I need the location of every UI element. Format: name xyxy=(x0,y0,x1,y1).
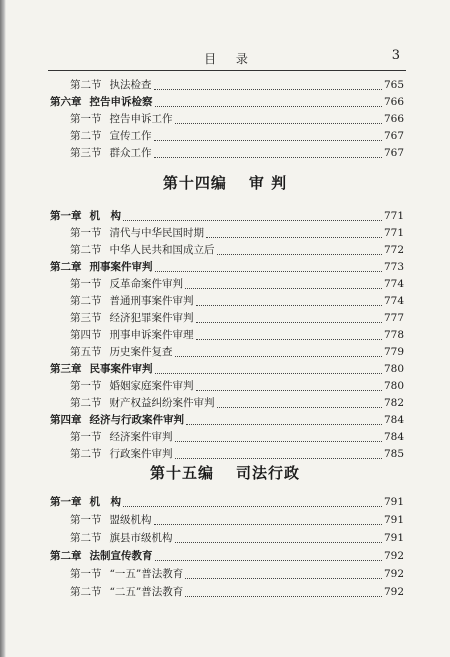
part-fourteen-name: 审 判 xyxy=(248,174,288,192)
toc-entry-title: “一五”普法教育 xyxy=(109,568,184,580)
toc-section-entry xyxy=(70,446,404,462)
toc-entry-number: 第一章 xyxy=(50,210,82,222)
toc-section-entry xyxy=(70,225,404,241)
toc-entry-title: 清代与中华民国时期 xyxy=(109,227,204,239)
toc-entry-title: 法制宣传教育 xyxy=(89,550,153,562)
toc-entry-page: 791 xyxy=(383,532,404,544)
toc-entry-page: 792 xyxy=(383,586,404,598)
toc-entry-number: 第一节 xyxy=(70,278,102,290)
toc-dot-leader xyxy=(175,113,382,124)
toc-dot-leader xyxy=(185,568,382,579)
toc-dot-leader xyxy=(175,346,382,357)
part-fourteen-number: 第十四编 xyxy=(162,174,227,192)
toc-section-entry xyxy=(70,276,404,292)
toc-entry-page: 792 xyxy=(383,550,404,562)
toc-entry-number: 第四章 xyxy=(50,414,82,426)
toc-entry-number: 第二节 xyxy=(70,295,102,307)
toc-entry-page: 784 xyxy=(383,414,404,426)
running-header-title: 目 录 xyxy=(204,52,256,66)
toc-entry-page: 785 xyxy=(383,448,404,460)
toc-dot-leader xyxy=(154,130,382,141)
toc-entry-number: 第一节 xyxy=(70,514,102,526)
toc-entry-number: 第二章 xyxy=(50,550,82,562)
toc-entry-title: 财产权益纠纷案件审判 xyxy=(109,397,215,409)
toc-entry-number: 第四节 xyxy=(70,329,102,341)
toc-entry-page: 784 xyxy=(383,431,404,443)
toc-entry-page: 792 xyxy=(383,568,404,580)
part-fifteen-name: 司法行政 xyxy=(236,464,301,482)
toc-entry-title: 经济与行政案件审判 xyxy=(89,414,184,426)
toc-entry-title: 宣传工作 xyxy=(109,130,152,142)
toc-dot-leader xyxy=(155,96,382,107)
toc-dot-leader xyxy=(185,278,382,289)
toc-dot-leader xyxy=(185,586,382,597)
toc-entry-title: 历史案件复查 xyxy=(109,346,173,358)
toc-dot-leader xyxy=(186,414,382,425)
toc-entry-number: 第一节 xyxy=(70,568,102,580)
toc-chapter-entry xyxy=(50,412,404,428)
toc-entry-number: 第一节 xyxy=(70,227,102,239)
toc-entry-title: 反革命案件审判 xyxy=(109,278,183,290)
toc-entry-title: 婚姻家庭案件审判 xyxy=(109,380,194,392)
toc-chapter-entry xyxy=(50,548,404,564)
toc-entry-page: 771 xyxy=(383,210,404,222)
toc-entry-page: 782 xyxy=(383,397,404,409)
toc-entry-title: 机 构 xyxy=(89,496,121,508)
toc-entry-number: 第三节 xyxy=(70,312,102,324)
toc-section-entry xyxy=(70,327,404,343)
toc-section-entry xyxy=(70,395,404,411)
toc-dot-leader xyxy=(217,244,382,255)
toc-dot-leader xyxy=(154,514,382,525)
toc-dot-leader xyxy=(196,312,382,323)
toc-dot-leader xyxy=(175,431,382,442)
toc-entry-number: 第三章 xyxy=(50,363,82,375)
toc-entry-page: 774 xyxy=(383,278,404,290)
toc-section-entry xyxy=(70,429,404,445)
toc-entry-title: 经济案件审判 xyxy=(109,431,173,443)
toc-entry-number: 第三节 xyxy=(70,147,102,159)
toc-chapter-entry xyxy=(50,494,404,510)
toc-entry-number: 第二节 xyxy=(70,532,102,544)
toc-entry-page: 767 xyxy=(383,130,404,142)
toc-section-entry xyxy=(70,77,404,93)
toc-section-entry xyxy=(70,584,404,600)
toc-entry-page: 791 xyxy=(383,496,404,508)
toc-entry-title: 民事案件审判 xyxy=(89,363,153,375)
toc-dot-leader xyxy=(217,397,382,408)
toc-entry-number: 第五节 xyxy=(70,346,102,358)
toc-entry-title: 经济犯罪案件审判 xyxy=(109,312,194,324)
toc-section-entry xyxy=(70,530,404,546)
toc-entry-number: 第二节 xyxy=(70,586,102,598)
toc-dot-leader xyxy=(175,532,382,543)
toc-entry-title: 行政案件审判 xyxy=(109,448,173,460)
toc-entry-title: 执法检查 xyxy=(109,79,152,91)
toc-section-entry xyxy=(70,344,404,360)
toc-entry-page: 767 xyxy=(383,147,404,159)
toc-section-entry xyxy=(70,566,404,582)
toc-entry-number: 第一节 xyxy=(70,380,102,392)
toc-dot-leader xyxy=(206,227,382,238)
toc-entry-number: 第二节 xyxy=(70,79,102,91)
toc-chapter-entry xyxy=(50,94,404,110)
toc-section-entry xyxy=(70,310,404,326)
toc-section-entry xyxy=(70,512,404,528)
toc-entry-title: 中华人民共和国成立后 xyxy=(109,244,215,256)
running-header-page-number: 3 xyxy=(391,48,400,63)
toc-chapter-entry xyxy=(50,259,404,275)
toc-chapter-entry xyxy=(50,208,404,224)
toc-entry-title: 刑事申诉案件审理 xyxy=(109,329,194,341)
toc-entry-number: 第一章 xyxy=(50,496,82,508)
toc-entry-page: 779 xyxy=(383,346,404,358)
toc-entry-number: 第六章 xyxy=(50,96,82,108)
toc-entry-page: 780 xyxy=(383,380,404,392)
toc-dot-leader xyxy=(196,295,382,306)
toc-entry-title: 控告申诉检察 xyxy=(89,96,153,108)
toc-entry-page: 773 xyxy=(383,261,404,273)
part-fifteen-number: 第十五编 xyxy=(149,464,214,482)
toc-section-entry xyxy=(70,293,404,309)
toc-entry-page: 765 xyxy=(383,79,404,91)
toc-entry-page: 766 xyxy=(383,96,404,108)
toc-entry-number: 第一节 xyxy=(70,113,102,125)
toc-entry-page: 778 xyxy=(383,329,404,341)
toc-dot-leader xyxy=(123,496,382,507)
toc-dot-leader xyxy=(196,380,382,391)
toc-entry-number: 第一节 xyxy=(70,431,102,443)
toc-dot-leader xyxy=(155,261,382,272)
toc-section-entry xyxy=(70,128,404,144)
toc-dot-leader xyxy=(154,79,382,90)
toc-entry-title: 盟级机构 xyxy=(109,514,152,526)
toc-section-entry xyxy=(70,378,404,394)
toc-entry-title: “二五”普法教育 xyxy=(109,586,184,598)
toc-entry-title: 机 构 xyxy=(89,210,121,222)
toc-entry-page: 777 xyxy=(383,312,404,324)
toc-dot-leader xyxy=(123,210,382,221)
toc-entry-number: 第二章 xyxy=(50,261,82,273)
toc-dot-leader xyxy=(175,448,382,459)
toc-entry-page: 780 xyxy=(383,363,404,375)
toc-section-entry xyxy=(70,145,404,161)
toc-chapter-entry xyxy=(50,361,404,377)
toc-entry-title: 普通刑事案件审判 xyxy=(109,295,194,307)
toc-dot-leader xyxy=(155,550,382,561)
toc-entry-title: 刑事案件审判 xyxy=(89,261,153,273)
toc-section-entry xyxy=(70,242,404,258)
toc-dot-leader xyxy=(154,147,382,158)
toc-entry-title: 控告申诉工作 xyxy=(109,113,173,125)
toc-entry-title: 旗县市级机构 xyxy=(109,532,173,544)
toc-dot-leader xyxy=(196,329,382,340)
toc-entry-number: 第二节 xyxy=(70,397,102,409)
toc-entry-number: 第二节 xyxy=(70,130,102,142)
toc-section-entry xyxy=(70,111,404,127)
toc-dot-leader xyxy=(155,363,382,374)
toc-entry-number: 第二节 xyxy=(70,244,102,256)
toc-entry-title: 群众工作 xyxy=(109,147,152,159)
toc-entry-page: 791 xyxy=(383,514,404,526)
toc-entry-page: 774 xyxy=(383,295,404,307)
toc-entry-page: 772 xyxy=(383,244,404,256)
toc-entry-number: 第二节 xyxy=(70,448,102,460)
toc-entry-page: 771 xyxy=(383,227,404,239)
toc-entry-page: 766 xyxy=(383,113,404,125)
